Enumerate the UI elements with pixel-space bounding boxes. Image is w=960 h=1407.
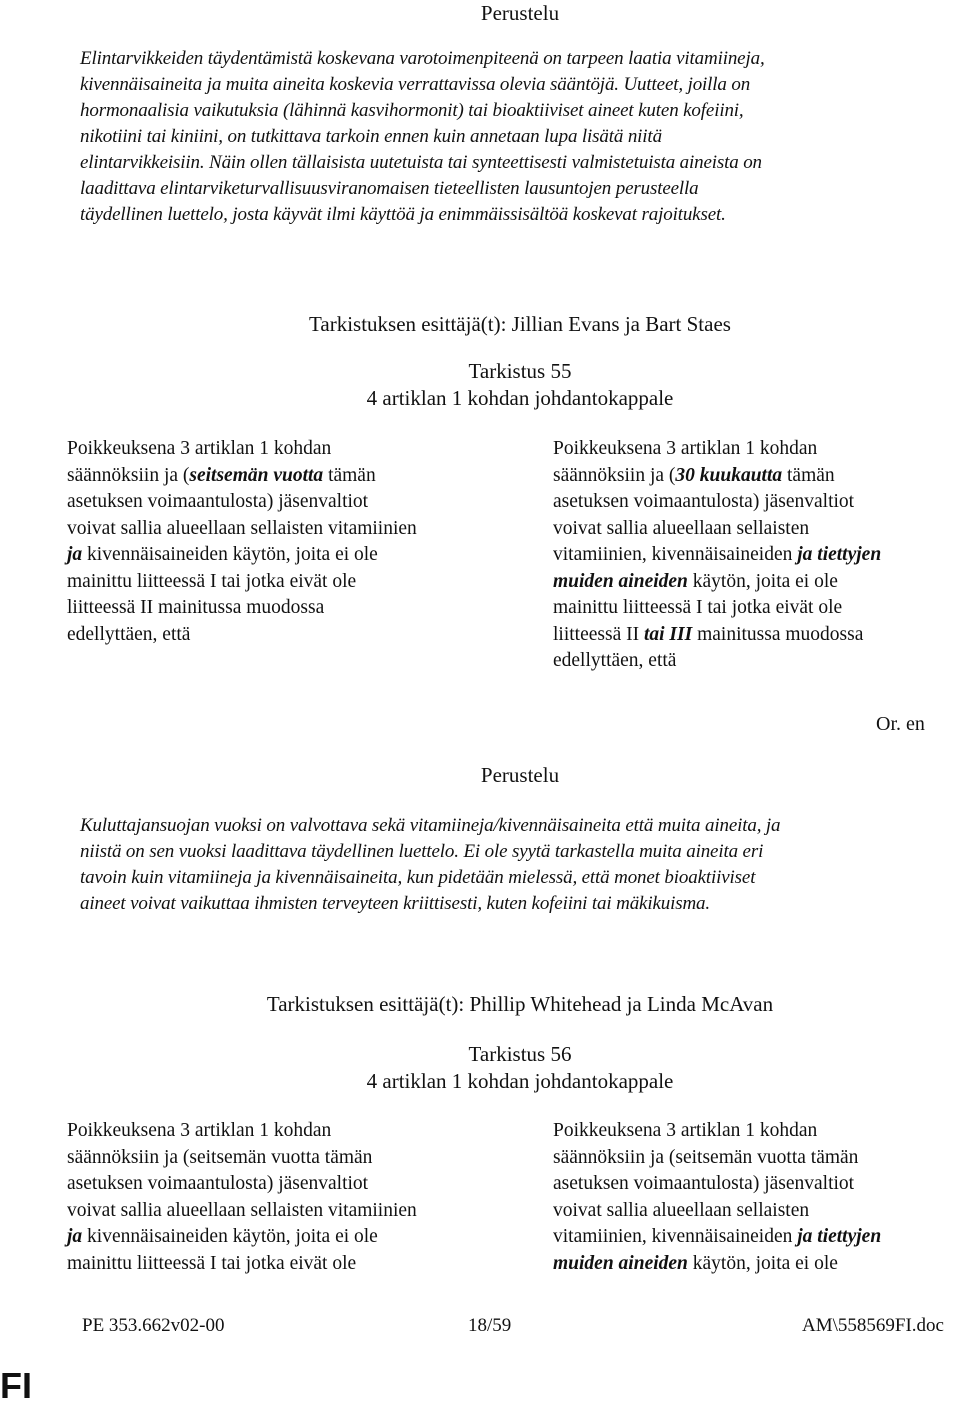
- text-line: voivat sallia alueellaan sellaisten: [553, 517, 810, 539]
- emphasised-text: muiden aineiden: [553, 570, 688, 592]
- text-line: Poikkeuksena 3 artiklan 1 kohdan: [67, 438, 332, 459]
- text-line: edellyttäen, että: [67, 623, 191, 645]
- footer-page-number: 18/59: [468, 1315, 512, 1336]
- text-line: mainittu liitteessä I tai jotka eivät ole: [553, 597, 843, 618]
- text-line: liitteessä II tai III mainitussa muodossa: [553, 623, 864, 645]
- text-line: ja kivennäisaineiden käytön, joita ei ole: [67, 544, 378, 565]
- text-line: asetuksen voimaantulosta) jäsenvaltiot: [67, 1173, 369, 1194]
- top-justification-text: Elintarvikkeiden täydentämistä koskevana varotoimenpiteenä on tarpeen laatia vitamiineja, kivennäisaineita ja muita aineita koskevia verrattavissa olevia sääntöjä. Uutteet, joilla on hormonaalisia vaikutuksia (lähinnä kasvihormonit) tai bioaktiiviset aineet kuten kofeiini, nikotiini tai kiniini, on tutkittava tarkoin ennen kuin annetaan lupa lisätä niitä elintarvikkeisiin. Näin ollen tällaisista uutetuista tai synteettisesti valmistetuista aineista on laadittava elintarviketurvallisuusviranomaisen tieteellisten lausuntojen perusteella täydellinen luettelo, josta käyvät ilmi käyttöä ja enimmäissisältöä koskevat rajoitukset.: [80, 48, 765, 225]
- emphasised-text: ja tiettyjen: [797, 544, 882, 565]
- text-line: säännöksiin ja (seitsemän vuotta tämän: [553, 1146, 859, 1168]
- amendment-55-justification-text: Kuluttajansuojan vuoksi on valvottava sekä vitamiineja/kivennäisaineita että muita aineita, ja niistä on sen vuoksi laadittava täydellinen luettelo. Ei ole syytä tarkastella muita aineita eri tavoin kuin vitamiineja ja kivennäisaineita, kun pidetään mielessä, että monet bioaktiiviset aineet voivat vaikuttaa ihmisten terveyteen kriittisesti, kuten kofeiini tai mäkikuisma.: [80, 815, 781, 914]
- text-line: Poikkeuksena 3 artiklan 1 kohdan: [67, 1120, 332, 1141]
- text-line: Poikkeuksena 3 artiklan 1 kohdan: [553, 1120, 818, 1141]
- amendment-55-original-text: [67, 436, 417, 648]
- amendment-56-tabler: Tarkistuksen esittäjä(t): Phillip Whitehead ja Linda McAvan: [266, 992, 774, 1016]
- emphasised-text: ja: [67, 544, 83, 565]
- text-line: vitamiinien, kivennäisaineiden ja tiettyjen: [553, 544, 882, 565]
- amendment-55-amended-text: [553, 436, 881, 675]
- text-line: Poikkeuksena 3 artiklan 1 kohdan: [553, 438, 818, 459]
- text-line: muiden aineiden käytön, joita ei ole: [553, 570, 838, 592]
- language-note: Or. en: [876, 713, 925, 735]
- footer-language-code: FI: [0, 1365, 32, 1406]
- amendment-55-justification-heading: Perustelu: [480, 763, 560, 787]
- text-line: säännöksiin ja (30 kuukautta tämän: [553, 464, 835, 486]
- footer-file-name: AM\558569FI.doc: [802, 1315, 944, 1336]
- footer-document-reference: PE 353.662v02-00: [82, 1315, 225, 1336]
- amendment-56-number: Tarkistus 56: [468, 1042, 572, 1066]
- emphasised-text: ja: [67, 1226, 83, 1247]
- text-line: säännöksiin ja (seitsemän vuotta tämän: [67, 1146, 373, 1168]
- text-line: ja kivennäisaineiden käytön, joita ei ole: [67, 1226, 378, 1247]
- emphasised-text: muiden aineiden: [553, 1252, 688, 1274]
- text-line: asetuksen voimaantulosta) jäsenvaltiot: [67, 491, 369, 512]
- amendment-56-amended-text: [553, 1118, 881, 1277]
- amendment-55-tabler: Tarkistuksen esittäjä(t): Jillian Evans ja Bart Staes: [309, 312, 731, 336]
- text-line: muiden aineiden käytön, joita ei ole: [553, 1252, 838, 1274]
- top-justification-heading: Perustelu: [480, 1, 560, 25]
- amendment-56-reference: 4 artiklan 1 kohdan johdantokappale: [366, 1069, 674, 1093]
- text-line: voivat sallia alueellaan sellaisten vitamiinien: [67, 1199, 417, 1221]
- amendment-56-original-text: [67, 1118, 417, 1277]
- amendment-55-reference: 4 artiklan 1 kohdan johdantokappale: [366, 386, 674, 410]
- text-line: liitteessä II mainitussa muodossa: [67, 597, 325, 618]
- text-line: mainittu liitteessä I tai jotka eivät ole: [67, 570, 357, 592]
- text-line: edellyttäen, että: [553, 650, 677, 671]
- emphasised-text: ja tiettyjen: [797, 1226, 882, 1247]
- text-line: asetuksen voimaantulosta) jäsenvaltiot: [553, 491, 855, 512]
- text-line: asetuksen voimaantulosta) jäsenvaltiot: [553, 1173, 855, 1194]
- text-line: mainittu liitteessä I tai jotka eivät ole: [67, 1252, 357, 1274]
- amendment-55-number: Tarkistus 55: [468, 359, 572, 383]
- emphasised-text: 30 kuukautta: [675, 464, 783, 486]
- emphasised-text: tai III: [643, 623, 693, 645]
- text-line: voivat sallia alueellaan sellaisten vitamiinien: [67, 517, 417, 539]
- emphasised-text: seitsemän vuotta: [189, 464, 324, 486]
- text-line: vitamiinien, kivennäisaineiden ja tiettyjen: [553, 1226, 882, 1247]
- text-line: voivat sallia alueellaan sellaisten: [553, 1199, 810, 1221]
- text-line: säännöksiin ja (seitsemän vuotta tämän: [67, 464, 376, 486]
